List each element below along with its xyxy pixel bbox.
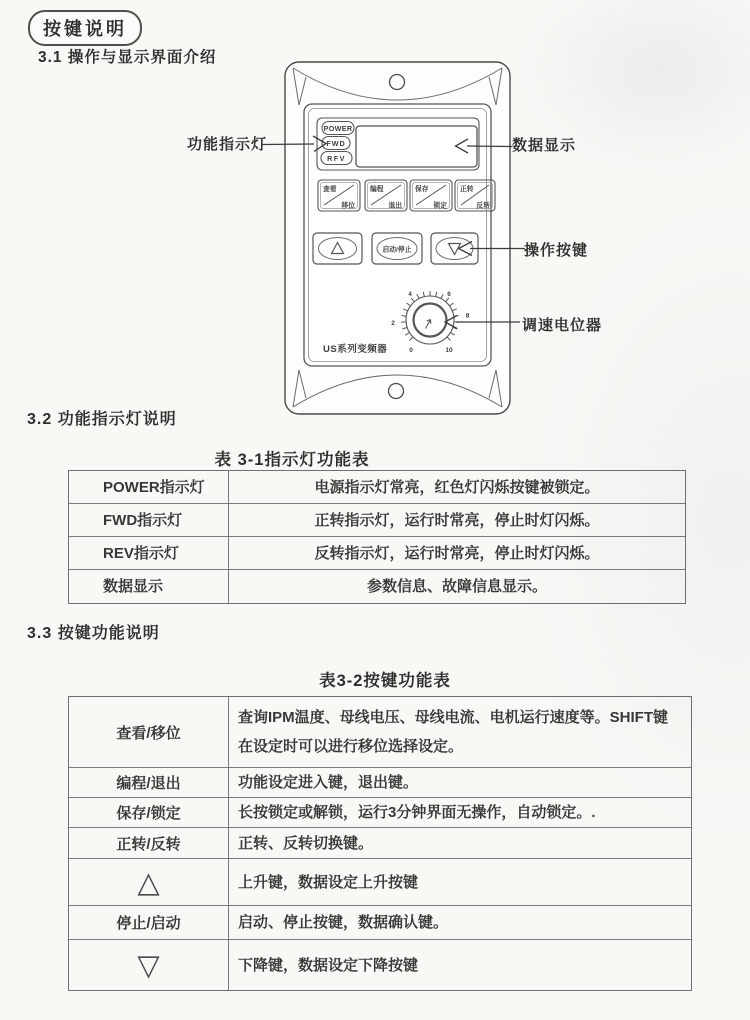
key-name-cell: 查看/移位 (69, 697, 229, 767)
knob-scale-label: 4 (408, 291, 412, 298)
key-label: 退出 (388, 202, 402, 210)
key-desc-cell: 下降键，数据设定下降按键 (238, 956, 419, 974)
key-desc-cell: 长按锁定或解锁，运行3分钟界面无操作，自动锁定。. (238, 804, 596, 821)
key-name-cell: 正转/反转 (69, 828, 229, 858)
led-name-cell: POWER指示灯 (69, 471, 229, 503)
led-name-cell: FWD指示灯 (69, 504, 229, 536)
table-row (69, 570, 685, 603)
key-label: 锁定 (433, 202, 447, 210)
key-label: 移位 (341, 202, 355, 210)
led-name-cell: 数据显示 (69, 570, 229, 603)
table-row (69, 471, 685, 504)
data-display-screen (356, 126, 477, 167)
key-name-cell: 编程/退出 (69, 768, 229, 797)
callout-function-leds: 功能指示灯 (187, 136, 268, 153)
table-row (69, 906, 691, 940)
table-row (69, 768, 691, 798)
led-name-cell: REV指示灯 (69, 537, 229, 569)
knob-scale-label: 6 (447, 291, 451, 298)
callout-speed-potentiometer: 调速电位器 (522, 317, 603, 334)
up-arrow-icon: △ (69, 859, 229, 905)
callout-data-display: 数据显示 (512, 137, 577, 154)
table-row (69, 537, 685, 570)
table-row (69, 940, 691, 990)
knob-scale-label: 0 (409, 347, 413, 354)
keypad-diagram (180, 55, 620, 420)
down-arrow-icon: ▽ (69, 940, 229, 990)
key-desc-cell: 启动、停止按键，数据确认键。 (238, 914, 449, 931)
rev-led-label: RFV (327, 154, 346, 163)
key-label: 反转 (476, 202, 490, 210)
start-stop-key-label: 启动/停止 (382, 246, 412, 254)
key-desc-cell: 正转、反转切换键。 (238, 834, 374, 852)
table-row (69, 859, 691, 906)
page-title-badge: 按键说明 (28, 10, 142, 46)
table-3-1 (68, 470, 686, 604)
table-row (69, 697, 691, 768)
key-desc-cell: 查询IPM温度、母线电压、母线电流、电机运行速度等。SHIFT键在设定时可以进行移位选择设定。 (238, 709, 669, 755)
key-desc-cell: 上升键，数据设定上升按键 (238, 873, 419, 891)
brand-label: US系列变频器 (323, 344, 388, 355)
callout-operation-keys: 操作按键 (524, 242, 589, 259)
power-led-label: POWER (323, 124, 353, 133)
table-3-1-title: 表 3-1指示灯功能表 (214, 451, 370, 469)
knob-scale-label: 2 (391, 320, 395, 327)
led-desc-cell: 参数信息、故障信息显示。 (366, 578, 547, 595)
led-desc-cell: 反转指示灯，运行时常亮，停止时灯闪烁。 (314, 545, 600, 562)
section-heading-3-2: 3.2 功能指示灯说明 (27, 411, 177, 428)
table-row (69, 504, 685, 537)
knob-scale-label: 10 (445, 347, 453, 354)
led-desc-cell: 电源指示灯常亮，红色灯闪烁按键被锁定。 (314, 479, 600, 496)
table-row (69, 828, 691, 859)
table-3-2-title: 表3-2按键功能表 (319, 672, 451, 690)
key-label: 保存 (415, 186, 429, 193)
section-heading-3-1: 3.1 操作与显示界面介绍 (38, 49, 217, 66)
key-name-cell: 保存/锁定 (69, 798, 229, 827)
key-label: 正转 (460, 186, 474, 193)
key-desc-cell: 功能设定进入键，退出键。 (238, 774, 419, 791)
knob-scale-label: 8 (465, 312, 470, 320)
key-name-cell: 停止/启动 (69, 906, 229, 939)
table-3-2 (68, 696, 692, 991)
led-desc-cell: 正转指示灯，运行时常亮，停止时灯闪烁。 (314, 512, 600, 529)
table-row (69, 798, 691, 828)
key-label: 查看 (323, 186, 337, 193)
key-label: 编程 (370, 186, 384, 193)
fwd-led-label: FWD (326, 139, 346, 148)
section-heading-3-3: 3.3 按键功能说明 (27, 625, 160, 642)
